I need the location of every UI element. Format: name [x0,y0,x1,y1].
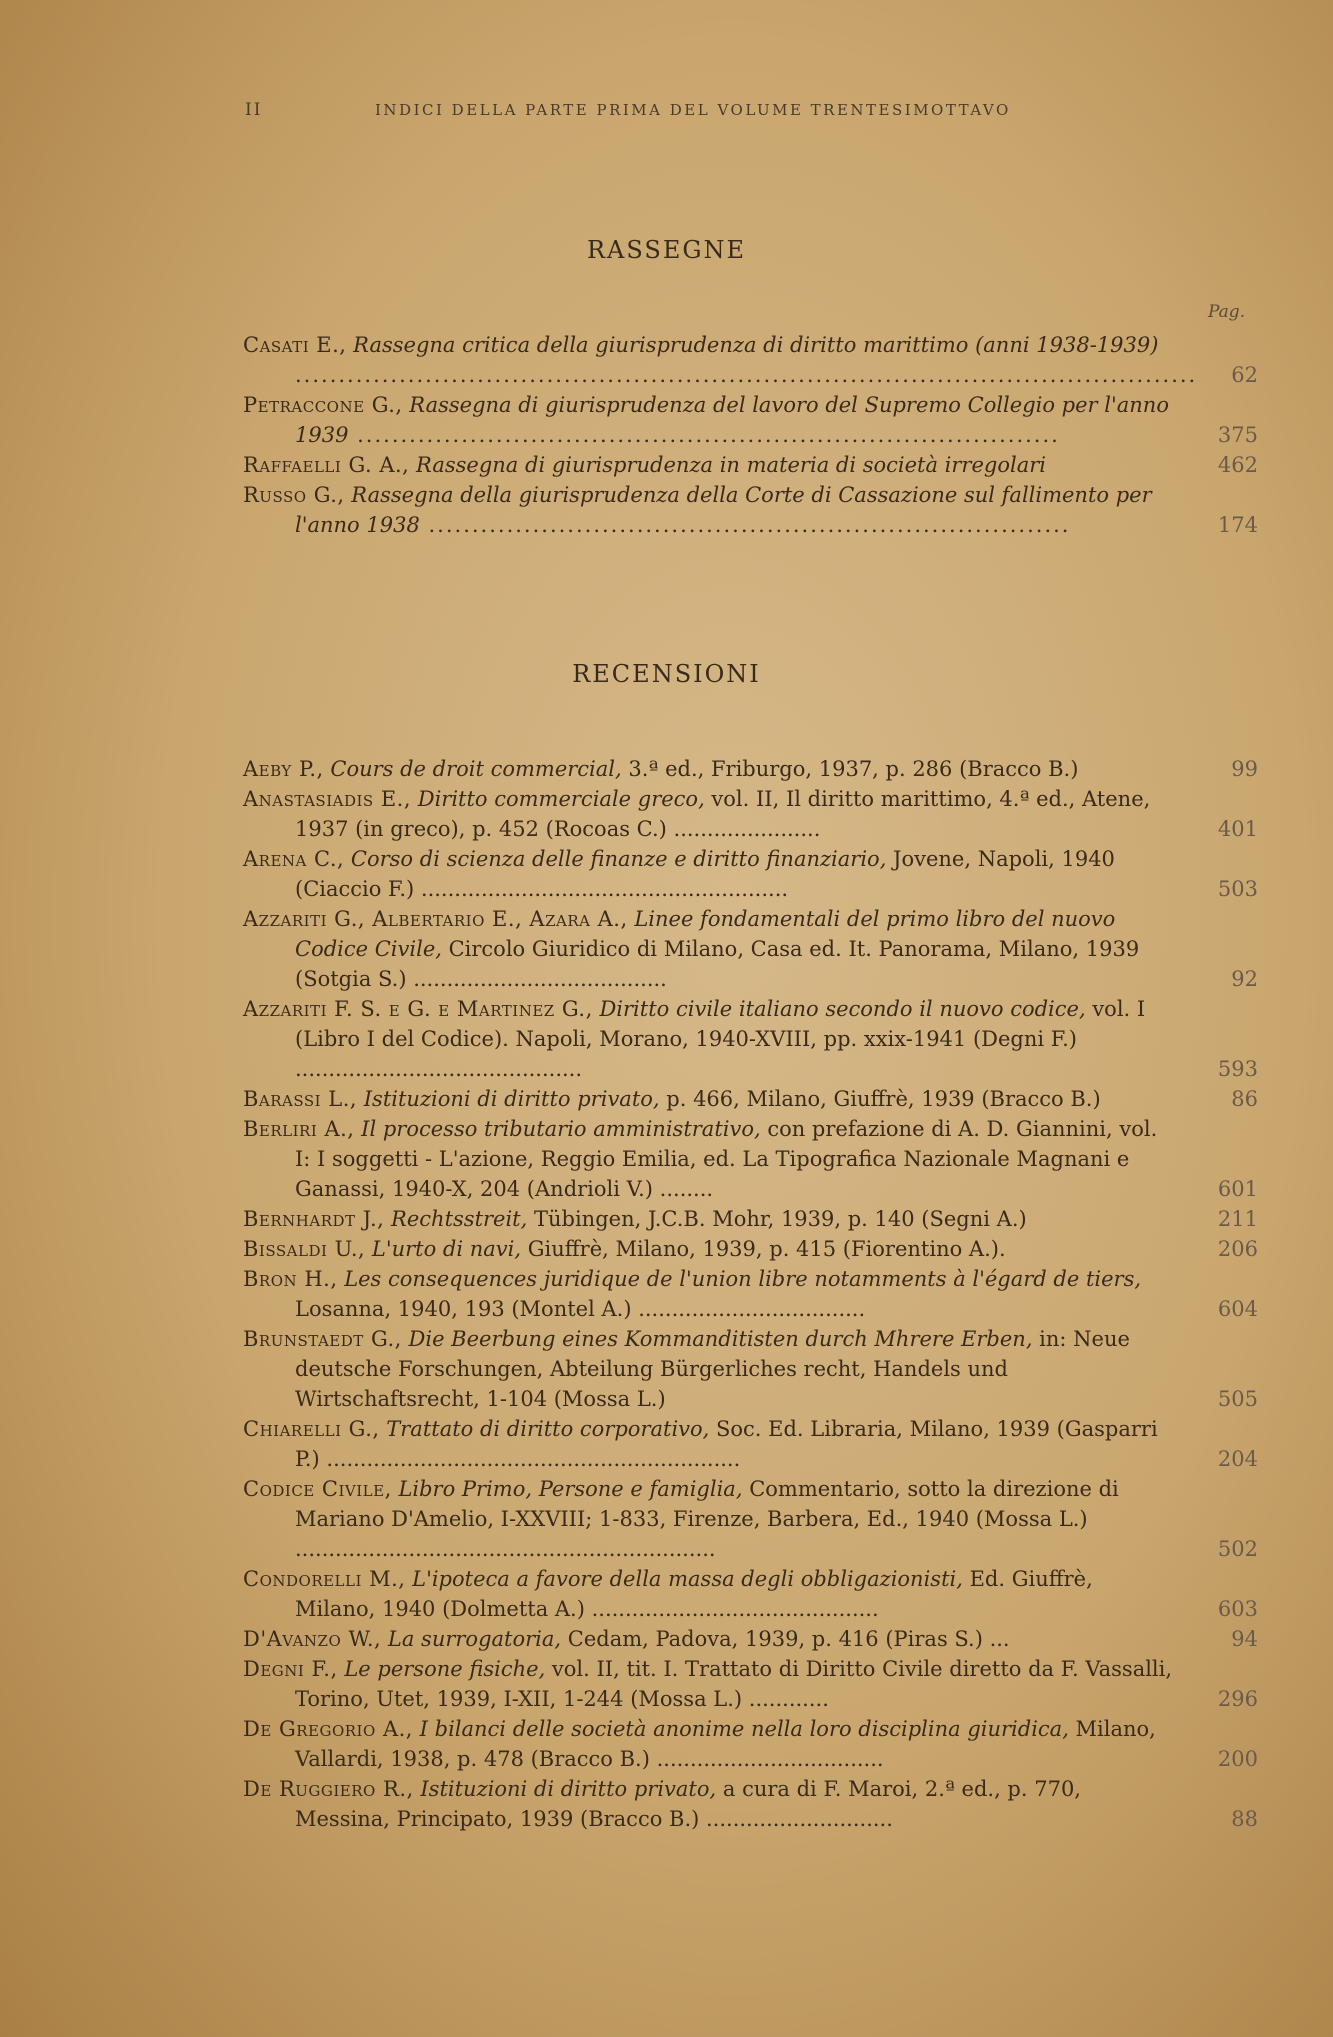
entry-author: Aeby P., [243,757,324,781]
entry-details: con prefazione di A. D. Giannini, vol. I: I soggetti - L'azione, Reggio Emilia, ed. La Tipografica Nazionale Magnani e Ganassi, 1940-X, 204 (Andrioli V.) ........ [295,1117,1158,1201]
entry-author: Bissaldi U., [243,1237,366,1261]
entry-title: Libro Primo, Persone e famiglia, [398,1477,743,1501]
entry-title: Rassegna di giurisprudenza in materia di società irregolari [416,453,1046,477]
entry-leader: .......................................................................... [419,513,1071,537]
rassegne-list [243,330,1258,540]
entry-details: in: Neue deutsche Forschungen, Abteilung Bürgerliches recht, Handels und Wirtschaftsrecht, 1-104 (Mossa L.) [295,1327,1130,1411]
entry-page: 593 [1217,1057,1258,1081]
entry-page: 462 [1217,453,1258,477]
entry-author: Arena C., [243,847,345,871]
entry-title: Il processo tributario amministrativo, [361,1117,761,1141]
index-entry [243,904,1258,994]
entry-author: Degni F., [243,1657,338,1681]
pag-label: Pag. [1208,302,1246,322]
entry-title: Rassegna della giurisprudenza della Corte di Cassazione sul fallimento per l'anno 1938 [295,483,1152,537]
entry-page: 296 [1217,1687,1258,1711]
entry-title: Rassegna critica della giurisprudenza di diritto marittimo (anni 1938-1939) [353,333,1159,357]
entry-details: Soc. Ed. Libraria, Milano, 1939 (Gasparri P.) .............................................................. [295,1417,1158,1471]
entry-details: vol. I (Libro I del Codice). Napoli, Morano, 1940-XVIII, pp. xxix-1941 (Degni F.) ........................................... [295,997,1146,1081]
entry-author: De Gregorio A., [243,1717,413,1741]
index-entry [243,844,1258,904]
entry-page: 92 [1231,967,1258,991]
entry-page: 604 [1217,1297,1258,1321]
entry-title: Istituzioni di diritto privato, [363,1087,660,1111]
entry-author: Berliri A., [243,1117,355,1141]
entry-title: Les consequences juridique de l'union libre notamments à l'égard de tiers, [344,1267,1142,1291]
index-entry [243,480,1258,540]
entry-author: Azzariti G., Albertario E., Azara A., [243,907,628,931]
entry-details: vol. II, Il diritto marittimo, 4.ª ed., Atene, 1937 (in greco), p. 452 (Rocoas C.) ...................... [295,787,1151,841]
entry-details: vol. II, tit. I. Trattato di Diritto Civile diretto da F. Vassalli, Torino, Utet, 1939, I-XII, 1-244 (Mossa L.) ............ [295,1657,1173,1711]
entry-author: Anastasiadis E., [243,787,412,811]
index-entry [243,1714,1258,1774]
entry-details: Milano, Vallardi, 1938, p. 478 (Bracco B.) .................................. [295,1717,1156,1771]
entry-author: Russo G., [243,483,345,507]
index-entry [243,1564,1258,1624]
entry-details: 3.ª ed., Friburgo, 1937, p. 286 (Bracco B.) [621,757,1079,781]
entry-page: 206 [1217,1237,1258,1261]
entry-details: Commentario, sotto la direzione di Mariano D'Amelio, I-XXVIII; 1-833, Firenze, Barbera, Ed., 1940 (Mossa L.) ............................................................... [295,1477,1119,1561]
recensioni-heading: RECENSIONI [572,660,761,688]
entry-page: 94 [1231,1627,1258,1651]
entry-page: 174 [1217,513,1258,537]
entry-title: L'ipoteca a favore della massa degli obbligazionisti, [412,1567,963,1591]
entry-page: 502 [1217,1537,1258,1561]
entry-details: Jovene, Napoli, 1940 (Ciaccio F.) ....................................................... [295,847,1115,901]
entry-author: Raffaelli G. A., [243,453,410,477]
entry-page: 62 [1231,363,1258,387]
entry-leader: ................................................................................. [348,423,1060,447]
entry-page: 200 [1217,1747,1258,1771]
entry-author: Codice Civile, [243,1477,392,1501]
index-entry [243,450,1258,480]
running-title: INDICI DELLA PARTE PRIMA DEL VOLUME TRENTESIMOTTAVO [375,101,1011,119]
recensioni-list [243,754,1258,1834]
entry-title: Diritto civile italiano secondo il nuovo codice, [599,997,1086,1021]
index-entry [243,1414,1258,1474]
entry-author: Petraccone G., [243,393,403,417]
entry-author: Barassi L., [243,1087,358,1111]
entry-leader: ........................................................................................................ [295,363,1198,387]
entry-title: Istituzioni di diritto privato, [420,1777,717,1801]
running-head [245,100,1125,120]
index-entry [243,1234,1258,1264]
entry-title: L'urto di navi, [371,1237,522,1261]
entry-title: Cours de droit commercial, [330,757,622,781]
index-entry [243,784,1258,844]
entry-page: 401 [1217,817,1258,841]
entry-page: 88 [1231,1807,1258,1831]
entry-author: Casati E., [243,333,347,357]
index-entry [243,1774,1258,1834]
entry-details: Giuffrè, Milano, 1939, p. 415 (Fiorentino A.). [521,1237,1006,1261]
index-entry [243,330,1258,390]
entry-author: Condorelli M., [243,1567,406,1591]
entry-page: 505 [1217,1387,1258,1411]
entry-details: Ed. Giuffrè, Milano, 1940 (Dolmetta A.) ........................................... [295,1567,1093,1621]
entry-details: Tübingen, J.C.B. Mohr, 1939, p. 140 (Segni A.) [527,1207,1027,1231]
index-entry [243,1084,1258,1114]
entry-page: 204 [1217,1447,1258,1471]
entry-page: 86 [1231,1087,1258,1111]
entry-title: Diritto commerciale greco, [417,787,705,811]
entry-title: Le persone fisiche, [344,1657,546,1681]
entry-details: p. 466, Milano, Giuffrè, 1939 (Bracco B.) [659,1087,1101,1111]
index-entry [243,1324,1258,1414]
rassegne-heading: RASSEGNE [586,236,747,264]
entry-author: Chiarelli G., [243,1417,380,1441]
entry-title: I bilanci delle società anonime nella loro disciplina giuridica, [419,1717,1069,1741]
index-entry [243,1654,1258,1714]
entry-title: Die Beerbung eines Kommanditisten durch Mhrere Erben, [408,1327,1033,1351]
index-entry [243,390,1258,450]
index-entry [243,754,1258,784]
entry-title: Rassegna di giurisprudenza del lavoro del Supremo Collegio per l'anno 1939 [295,393,1169,447]
index-entry [243,1624,1258,1654]
entry-title: Rechtsstreit, [391,1207,528,1231]
page-number: II [245,100,263,120]
entry-title: Trattato di diritto corporativo, [386,1417,710,1441]
entry-page: 503 [1217,877,1258,901]
entry-title: La surrogatoria, [387,1627,562,1651]
index-entry [243,994,1258,1084]
index-entry [243,1474,1258,1564]
entry-author: D'Avanzo W., [243,1627,382,1651]
entry-page: 211 [1217,1207,1258,1231]
entry-details: Cedam, Padova, 1939, p. 416 (Piras S.) ... [561,1627,1010,1651]
entry-author: Azzariti F. S. e G. e Martinez G., [243,997,593,1021]
entry-page: 601 [1217,1177,1258,1201]
entry-details: Circolo Giuridico di Milano, Casa ed. It. Panorama, Milano, 1939 (Sotgia S.) ...................................... [295,937,1140,991]
entry-author: Bron H., [243,1267,338,1291]
entry-page: 603 [1217,1597,1258,1621]
entry-author: De Ruggiero R., [243,1777,414,1801]
entry-details: a cura di F. Maroi, 2.ª ed., p. 770, Messina, Principato, 1939 (Bracco B.) ............................ [295,1777,1081,1831]
entry-details: Losanna, 1940, 193 (Montel A.) .................................. [295,1297,866,1321]
entry-author: Brunstaedt G., [243,1327,402,1351]
entry-page: 375 [1217,423,1258,447]
entry-author: Bernhardt J., [243,1207,385,1231]
index-entry [243,1264,1258,1324]
entry-page: 99 [1231,757,1258,781]
entry-title: Corso di scienza delle finanze e diritto finanziario, [350,847,887,871]
entry-title: Linee fondamentali del primo libro del nuovo Codice Civile, [295,907,1116,961]
index-entry [243,1114,1258,1204]
index-entry [243,1204,1258,1234]
